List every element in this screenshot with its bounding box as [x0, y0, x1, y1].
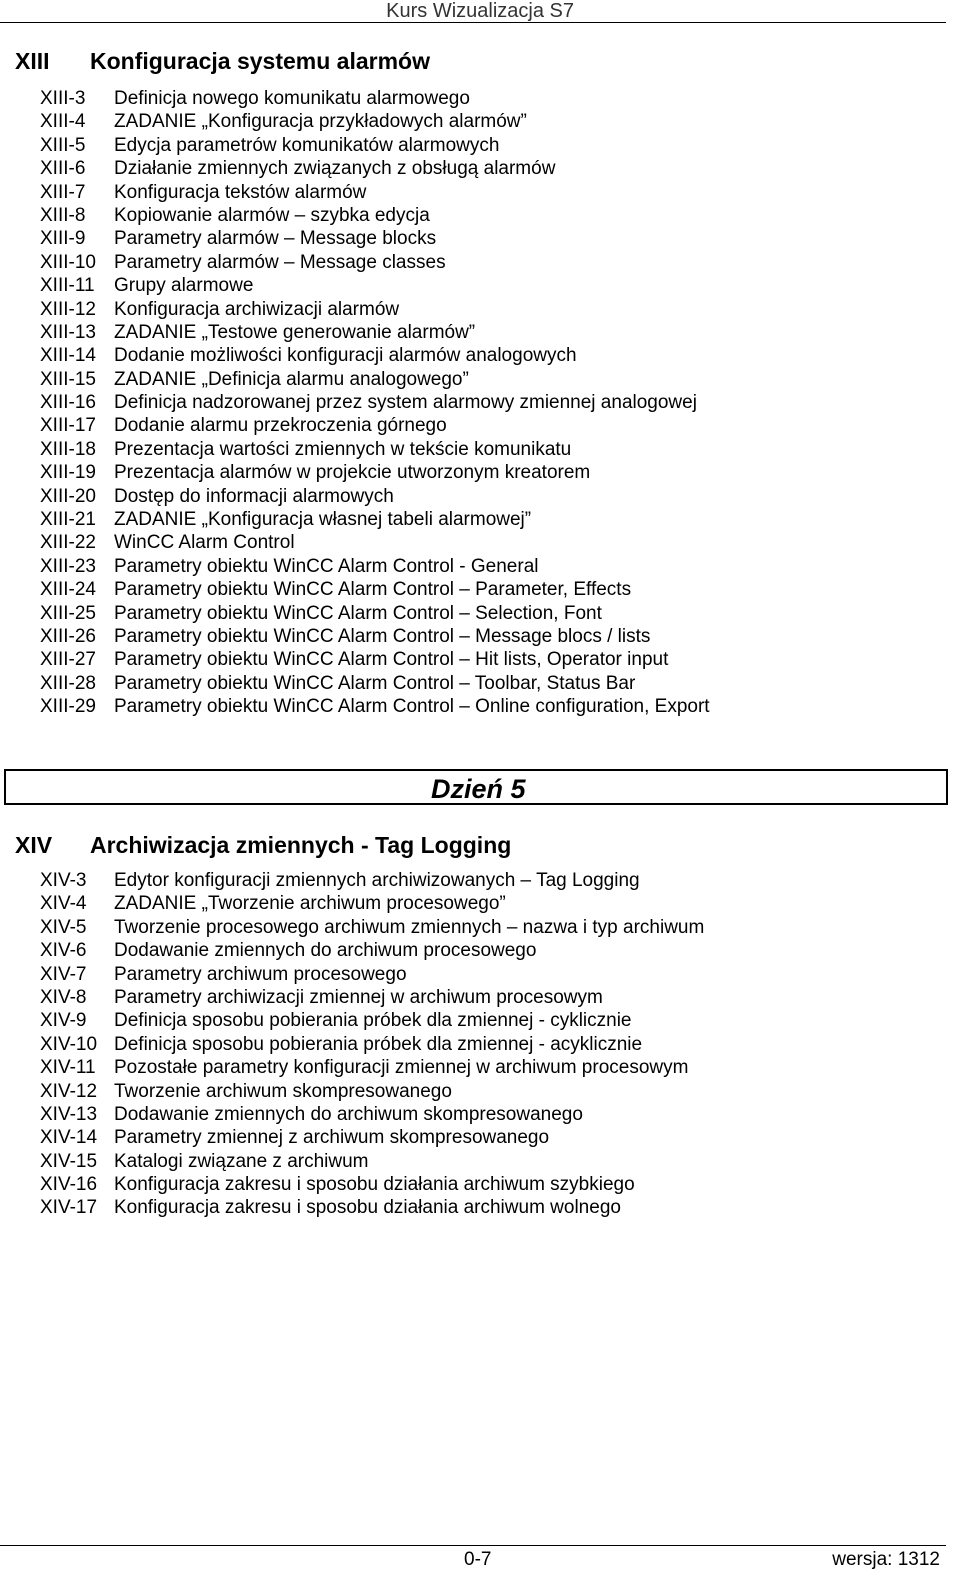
- toc-entry-number: XIV-13: [40, 1103, 98, 1125]
- toc-entry: [0, 322, 960, 345]
- toc-entry: [0, 696, 960, 719]
- page-number: 0-7: [464, 1549, 492, 1570]
- toc-entry-title: ZADANIE „Testowe generowanie alarmów”: [114, 321, 476, 343]
- toc-entry: [0, 626, 960, 649]
- toc-entry-number: XIII-28: [40, 672, 96, 694]
- section-title: Archiwizacja zmiennych - Tag Logging: [90, 832, 512, 858]
- toc-entry: [0, 1010, 960, 1033]
- toc-entry-number: XIV-8: [40, 986, 87, 1008]
- toc-entry-number: XIII-14: [40, 345, 96, 367]
- toc-entry: [0, 88, 960, 111]
- toc-entry-title: Pozostałe parametry konfiguracji zmiennej w archiwum procesowym: [114, 1057, 689, 1079]
- toc-entry-title: Dostęp do informacji alarmowych: [114, 485, 394, 507]
- day-label: Dzień 5: [431, 774, 526, 804]
- toc-entry-title: Kopiowanie alarmów – szybka edycja: [114, 204, 430, 226]
- toc-entry-title: ZADANIE „Konfiguracja przykładowych alarmów”: [114, 111, 527, 133]
- toc-entry-title: Konfiguracja zakresu i sposobu działania archiwum wolnego: [114, 1197, 621, 1219]
- toc-entry-number: XIII-6: [40, 158, 86, 180]
- toc-entry: [0, 1104, 960, 1127]
- toc-entry-number: XIV-16: [40, 1174, 98, 1196]
- toc-entry-number: XIII-7: [40, 181, 86, 203]
- toc-entry-number: XIII-29: [40, 696, 96, 718]
- toc-entry: [0, 486, 960, 509]
- toc-entry: [0, 579, 960, 602]
- toc-entry: [0, 439, 960, 462]
- page-header: [0, 0, 946, 23]
- toc-entry: [0, 111, 960, 134]
- toc-entry-title: ZADANIE „Tworzenie archiwum procesowego”: [114, 893, 506, 915]
- toc-entry: [0, 345, 960, 368]
- toc-entry-title: Parametry obiektu WinCC Alarm Control – Parameter, Effects: [114, 579, 632, 601]
- toc-entry-title: Parametry archiwizacji zmiennej w archiwum procesowym: [114, 986, 603, 1008]
- toc-entry-number: XIII-27: [40, 649, 96, 671]
- toc-entry-number: XIII-16: [40, 392, 96, 414]
- toc-entry: [0, 893, 960, 916]
- toc-entry-title: Parametry obiektu WinCC Alarm Control – Selection, Font: [114, 602, 602, 624]
- toc-entry: [0, 392, 960, 415]
- toc-entry: [0, 415, 960, 438]
- section-number: XIV: [15, 832, 53, 858]
- section-number: XIII: [15, 48, 50, 74]
- toc-entry: [0, 917, 960, 940]
- toc-entry: [0, 1127, 960, 1150]
- toc-entry-title: Definicja sposobu pobierania próbek dla zmiennej - cyklicznie: [114, 1010, 632, 1032]
- toc-entry-number: XIII-12: [40, 298, 96, 320]
- toc-entry-title: Definicja sposobu pobierania próbek dla zmiennej - acyklicznie: [114, 1033, 643, 1055]
- toc-entry-number: XIII-8: [40, 204, 86, 226]
- toc-entry: [0, 964, 960, 987]
- toc-entry-number: XIII-18: [40, 438, 96, 460]
- toc-entry-title: Parametry obiektu WinCC Alarm Control – Hit lists, Operator input: [114, 649, 669, 671]
- toc-entry: [0, 252, 960, 275]
- toc-list: [0, 88, 960, 720]
- toc-entry-title: Edytor konfiguracji zmiennych archiwizowanych – Tag Logging: [114, 870, 640, 891]
- toc-entry-number: XIII-9: [40, 228, 86, 250]
- toc-entry-title: Parametry zmiennej z archiwum skompresowanego: [114, 1127, 550, 1149]
- toc-entry-number: XIII-21: [40, 509, 96, 531]
- toc-entry-title: Konfiguracja archiwizacji alarmów: [114, 298, 400, 320]
- toc-entry-title: Tworzenie procesowego archiwum zmiennych – nazwa i typ archiwum: [114, 916, 705, 938]
- toc-entry-title: Definicja nadzorowanej przez system alarmowy zmiennej analogowej: [114, 392, 697, 414]
- toc-entry-number: XIV-3: [40, 870, 87, 891]
- toc-entry-title: Parametry obiektu WinCC Alarm Control - General: [114, 555, 539, 577]
- toc-entry: [0, 182, 960, 205]
- toc-entry-title: WinCC Alarm Control: [114, 532, 295, 554]
- toc-entry-number: XIII-25: [40, 602, 96, 624]
- toc-entry-number: XIV-6: [40, 940, 87, 962]
- version-label: wersja: 1312: [832, 1549, 940, 1570]
- page-footer: [0, 1545, 946, 1579]
- toc-entry-number: XIV-4: [40, 893, 87, 915]
- toc-entry-number: XIV-15: [40, 1150, 98, 1172]
- toc-entry: [0, 299, 960, 322]
- toc-entry-title: Parametry obiektu WinCC Alarm Control – Toolbar, Status Bar: [114, 672, 636, 694]
- toc-entry-title: Konfiguracja tekstów alarmów: [114, 181, 367, 203]
- toc-entry-title: Tworzenie archiwum skompresowanego: [114, 1080, 452, 1102]
- toc-entry: [0, 1057, 960, 1080]
- toc-entry-number: XIII-23: [40, 555, 96, 577]
- section-heading: [0, 48, 960, 82]
- toc-entry: [0, 509, 960, 532]
- toc-entry-number: XIV-12: [40, 1080, 98, 1102]
- toc-entry: [0, 649, 960, 672]
- toc-entry-title: Parametry alarmów – Message classes: [114, 251, 446, 273]
- toc-entry: [0, 532, 960, 555]
- toc-entry-title: Prezentacja alarmów w projekcie utworzonym kreatorem: [114, 462, 591, 484]
- toc-entry-number: XIV-14: [40, 1127, 98, 1149]
- toc-entry: [0, 275, 960, 298]
- toc-entry-title: Prezentacja wartości zmiennych w tekście komunikatu: [114, 438, 572, 460]
- toc-entry: [0, 228, 960, 251]
- section-xiv: [0, 832, 960, 1221]
- toc-entry-number: XIV-9: [40, 1010, 87, 1032]
- toc-entry-title: ZADANIE „Definicja alarmu analogowego”: [114, 368, 469, 390]
- toc-entry-title: Parametry alarmów – Message blocks: [114, 228, 437, 250]
- toc-entry: [0, 1151, 960, 1174]
- toc-entry-number: XIII-26: [40, 625, 96, 647]
- toc-entry: [0, 462, 960, 485]
- toc-entry-number: XIV-17: [40, 1197, 98, 1219]
- toc-entry-title: Parametry archiwum procesowego: [114, 963, 407, 985]
- toc-entry: [0, 603, 960, 626]
- toc-entry-title: Grupy alarmowe: [114, 275, 254, 297]
- toc-entry: [0, 940, 960, 963]
- toc-entry-number: XIII-10: [40, 251, 96, 273]
- toc-list: [0, 870, 960, 1221]
- toc-entry-title: Działanie zmiennych związanych z obsługą alarmów: [114, 158, 556, 180]
- toc-entry: [0, 1034, 960, 1057]
- section-title: Konfiguracja systemu alarmów: [90, 48, 430, 74]
- toc-entry: [0, 673, 960, 696]
- toc-entry-number: XIV-5: [40, 916, 87, 938]
- toc-entry-number: XIII-19: [40, 462, 96, 484]
- toc-entry-title: Dodanie możliwości konfiguracji alarmów analogowych: [114, 345, 577, 367]
- section-xiii: [0, 48, 960, 720]
- toc-entry-title: ZADANIE „Konfiguracja własnej tabeli alarmowej”: [114, 509, 532, 531]
- toc-entry: [0, 987, 960, 1010]
- toc-entry-number: XIII-24: [40, 579, 96, 601]
- toc-entry-number: XIV-7: [40, 963, 87, 985]
- toc-entry: [0, 556, 960, 579]
- toc-entry-number: XIV-11: [40, 1057, 96, 1079]
- toc-entry-title: Dodawanie zmiennych do archiwum skompresowanego: [114, 1103, 583, 1125]
- toc-entry-number: XIII-17: [40, 415, 96, 437]
- toc-entry-number: XIII-13: [40, 321, 96, 343]
- toc-entry: [0, 158, 960, 181]
- toc-entry: [0, 1174, 960, 1197]
- section-heading: [0, 832, 960, 866]
- toc-entry: [0, 1081, 960, 1104]
- toc-entry-title: Katalogi związane z archiwum: [114, 1150, 369, 1172]
- toc-entry: [0, 369, 960, 392]
- toc-entry-title: Definicja nowego komunikatu alarmowego: [114, 88, 470, 109]
- toc-entry-number: XIII-15: [40, 368, 96, 390]
- toc-entry: [0, 1197, 960, 1220]
- day-banner: [4, 769, 948, 805]
- toc-entry-number: XIII-4: [40, 111, 86, 133]
- toc-entry-title: Dodawanie zmiennych do archiwum procesowego: [114, 940, 537, 962]
- toc-entry-title: Parametry obiektu WinCC Alarm Control – Online configuration, Export: [114, 696, 710, 718]
- toc-entry-title: Konfiguracja zakresu i sposobu działania archiwum szybkiego: [114, 1174, 635, 1196]
- header-title: Kurs Wizualizacja S7: [386, 0, 574, 22]
- toc-entry: [0, 870, 960, 893]
- toc-entry-number: XIV-10: [40, 1033, 98, 1055]
- toc-entry-title: Edycja parametrów komunikatów alarmowych: [114, 134, 500, 156]
- toc-entry-number: XIII-11: [40, 275, 95, 297]
- toc-entry: [0, 135, 960, 158]
- toc-entry-number: XIII-3: [40, 88, 86, 109]
- toc-entry-number: XIII-20: [40, 485, 96, 507]
- toc-entry-number: XIII-22: [40, 532, 96, 554]
- toc-entry-title: Parametry obiektu WinCC Alarm Control – Message blocs / lists: [114, 625, 651, 647]
- toc-entry-number: XIII-5: [40, 134, 86, 156]
- toc-entry: [0, 205, 960, 228]
- toc-entry-title: Dodanie alarmu przekroczenia górnego: [114, 415, 447, 437]
